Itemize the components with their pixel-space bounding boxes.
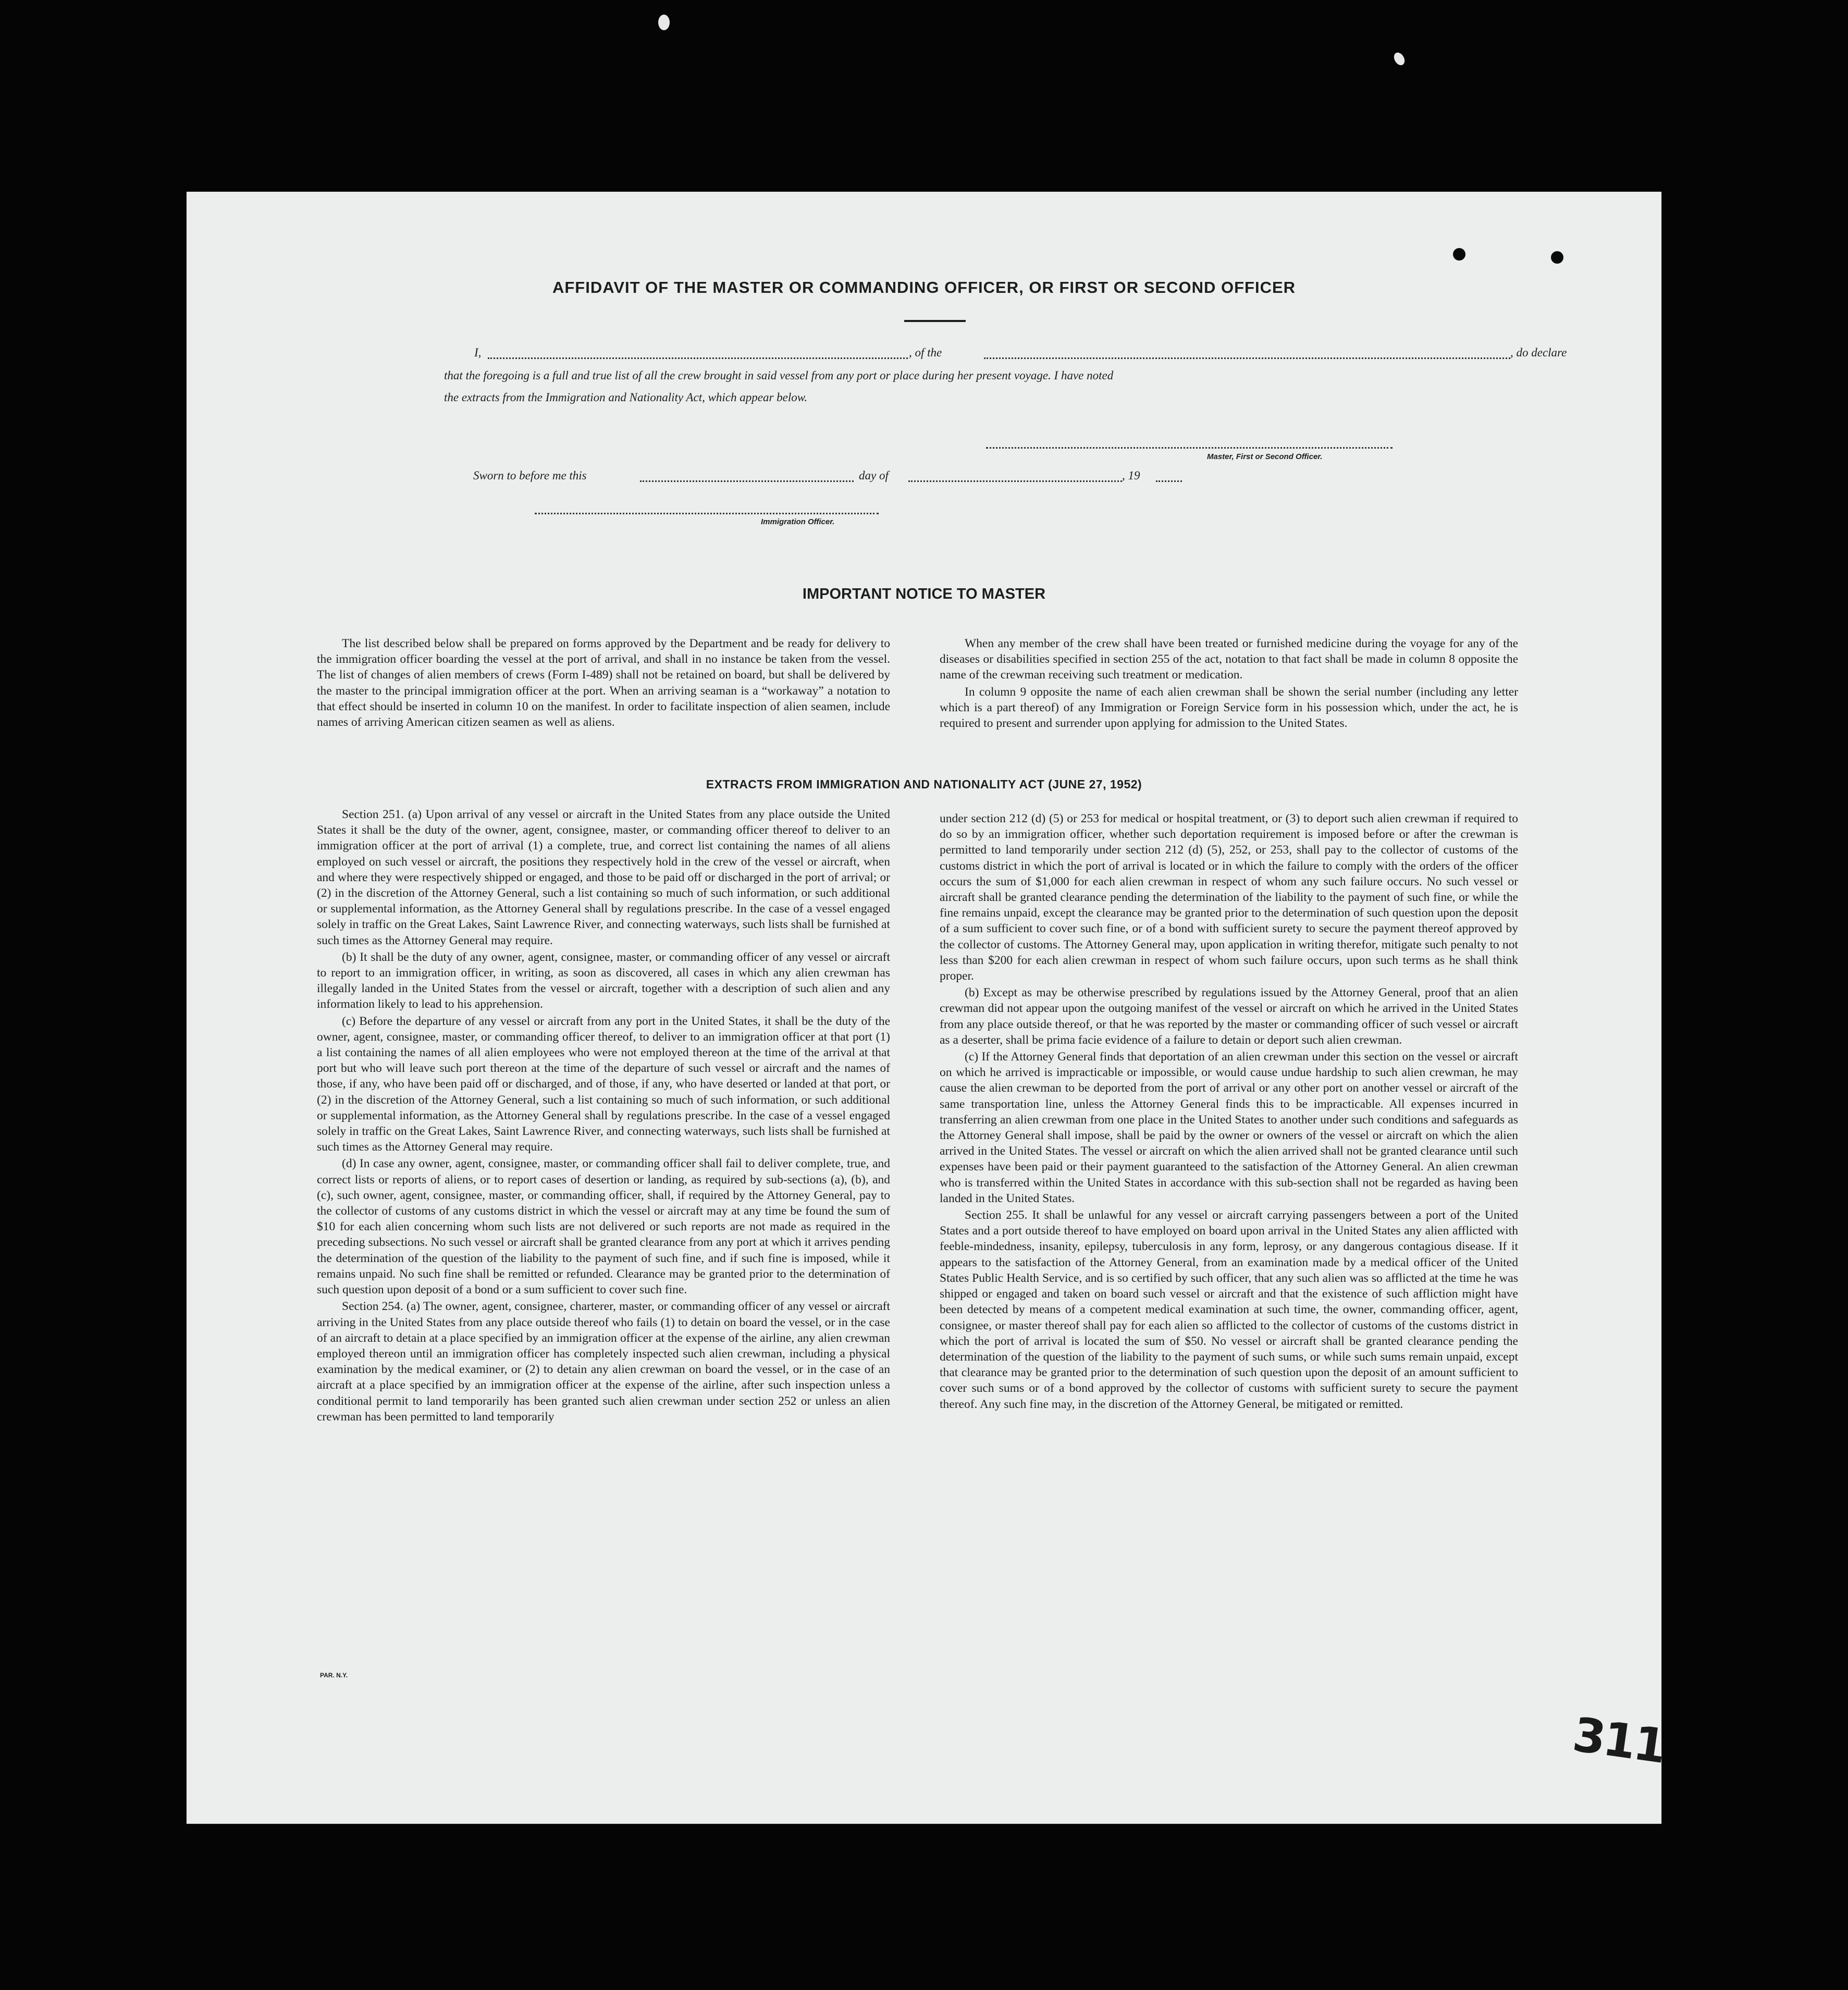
notice-right-paragraph-1: When any member of the crew shall have been treated or furnished medicine during the voyage for any of the diseases or disabilities specified in section 255 of the act, notation to that fact shall be made in column 8 opposite the name of the crewman receiving such treatment or medication. xyxy=(940,637,1518,682)
document-page xyxy=(187,192,1668,1824)
master-label: Master, First or Second Officer. xyxy=(1207,452,1323,461)
title-rule xyxy=(904,320,966,322)
sworn-year: , 19 xyxy=(1122,469,1140,482)
section-251-a: Section 251. (a) Upon arrival of any vessel or aircraft in the United States from any place outside the United States it shall be the duty of the owner, agent, consignee, master, or commanding officer thereof to deliver to an immigration officer at the port of arrival (1) a complete, true, and correct list containing the names of all aliens employed on such vessel or aircraft, the positions they respectively hold in the crew of the vessel or aircraft, when and where they were respectively shipped or engaged, and those to be paid off or discharged in the port of arrival; or (2) in the discretion of the Attorney General, such a list containing so much of such information, or such additional or supplemental information, as the Attorney General shall by regulations prescribe. In the case of a vessel engaged solely in traffic on the Great Lakes, Saint Lawrence River, and connecting waterways, such lists shall be furnished at such times as the Attorney General may require. xyxy=(317,808,890,947)
sworn-year-blank[interactable] xyxy=(1156,480,1182,482)
affidavit-do-declare: , do declare xyxy=(1510,346,1567,359)
vessel-blank[interactable] xyxy=(984,357,1510,359)
section-251-d: (d) In case any owner, agent, consignee, master, or commanding officer shall fail to deliver complete, true, and correct lists or reports of aliens, or to report cases of desertion or landing, as required by sub-sections (a), (b), and (c), such owner, agent, consignee, master, or commanding officer, shall, if required by the Attorney General, pay to the collector of customs of any customs district in which the vessel or aircraft may at any time be found the sum of $10 for each alien concerning whom such lists are not delivered or such reports are not made as required in the preceding subsections. No such vessel or aircraft shall be granted clearance from any port at which it arrives pending the determination of the question of the liability to the payment of such fine, and if such fine is imposed, while it remains unpaid. No such fine shall be remitted or refunded. Clearance may be granted prior to the determination of such question upon deposit of a bond or a sum sufficient to cover such fine. xyxy=(317,1157,890,1297)
section-255: Section 255. It shall be unlawful for any vessel or aircraft carrying passengers between a port of the United States and a port outside thereof to have employed on board upon arrival in the United States any alien afflicted with feeble-mindedness, insanity, epilepsy, tuberculosis in any form, leprosy, or any dangerous contagious disease. If it appears to the satisfaction of the Attorney General, from an examination made by a medical officer of the United States Public Health Service, and is so certified by such officer, that any such alien was so afflicted at the time he was shipped or engaged and taken on board such vessel or aircraft and that the existence of such affliction might have been detected by means of a competent medical examination at such time, the owner, commanding officer, agent, consignee, or master thereof shall pay for each alien so afflicted to the collector of customs of the customs district in which the port of arrival is located the sum of $50. No vessel or aircraft shall be granted clearance pending the determination of the question of the liability to the payment of such sums, or while such sums remain unpaid, except that clearance may be granted prior to the determination of such question upon the deposit of an amount sufficient to cover such sums or of a bond approved by the collector of customs with sufficient surety to secure the payment thereof. Any such fine may, in the discretion of the Attorney General, be mitigated or remitted. xyxy=(940,1208,1518,1411)
notice-title: IMPORTANT NOTICE TO MASTER xyxy=(802,586,1046,602)
notice-left-paragraph: The list described below shall be prepared on forms approved by the Department and be ready for delivery to the immigration officer boarding the vessel at the port of arrival, and shall in no instance be taken from the vessel. The list of changes of alien members of crews (Form I-489) shall not be retained on board, but shall be delivered by the master to the principal immigration officer at the port. When an arriving seaman is a “workaway” a notation to that effect should be inserted in column 10 on the manifest. In order to facilitate inspection of alien seamen, include names of arriving American citizen seamen as well as aliens. xyxy=(317,637,890,730)
extracts-right-column xyxy=(940,811,1518,1413)
section-254-b: (b) Except as may be otherwise prescribed by regulations issued by the Attorney General, proof that an alien crewman did not appear upon the outgoing manifest of the vessel or aircraft on which he arrived in the United States from any place outside thereof, or that he was reported by the master or commanding officer of such vessel or aircraft as a deserter, shall be prima facie evidence of a failure to detain or deport such alien crewman. xyxy=(940,986,1518,1047)
film-speck xyxy=(1392,51,1407,67)
sworn-text: Sworn to before me this xyxy=(473,469,587,482)
sworn-day-blank[interactable] xyxy=(640,480,854,482)
punch-hole xyxy=(1551,251,1563,264)
master-signature-blank[interactable] xyxy=(986,447,1393,449)
section-254-c: (c) If the Attorney General finds that deportation of an alien crewman under this section on the vessel or aircraft on which he arrived is impracticable or impossible, or would cause undue hardship to such alien crewman, he may cause the alien crewman to be deported from the port of arrival or any other port on another vessel or aircraft of the same transportation line, unless the Attorney General finds this to be impracticable. All expenses incurred in transferring an alien crewman from one place in the United States to another under such conditions and safeguards as the Attorney General shall impose, shall be paid by the owner or owners of the vessel or aircraft on which the alien arrived in the United States. The vessel or aircraft on which the alien arrived shall not be granted clearance until such expenses have been paid or their payment guaranteed to the satisfaction of the Attorney General. An alien crewman who is transferred within the United States in accordance with this sub-section shall not be regarded as having been landed in the United States. xyxy=(940,1050,1518,1205)
section-254-a: Section 254. (a) The owner, agent, consignee, charterer, master, or commanding officer of any vessel or aircraft arriving in the United States from any place outside thereof who fails (1) to detain on board the vessel, or in the case of an aircraft to detain at a place specified by an immigration officer at the expense of the airline, any alien crewman employed thereon until an immigration officer has completely inspected such alien crewman, including a physical examination by the medical examiner, or (2) to detain any alien crewman on board the vessel, or in the case of an aircraft at a place specified by an immigration officer at the expense of the airline, after such inspection unless a conditional permit to land temporarily has been granted such alien crewman under section 252 or unless an alien crewman has been permitted to land temporarily xyxy=(317,1300,890,1424)
extracts-left-column xyxy=(317,807,890,1426)
section-251-c: (c) Before the departure of any vessel or aircraft from any port in the United States, it shall be the duty of the owner, agent, consignee, master, or commanding officer thereof, to deliver to an immigration officer at that port (1) a list containing the names of all alien employees who were not employed thereon at the time of the arrival at that port but who will leave such port thereon at the time of the departure of such vessel or aircraft and the names of those, if any, who have been paid off or discharged, and of those, if any, who have deserted or landed at that port, or (2) in the discretion of the Attorney General, such a list containing so much of such information, or such additional or supplemental information, as the Attorney General shall by regulations prescribe. In the case of a vessel engaged solely in traffic on the Great Lakes, Saint Lawrence River, and connecting waterways, such lists shall be furnished at such times as the Attorney General may require. xyxy=(317,1014,890,1154)
name-blank[interactable] xyxy=(488,357,908,359)
affidavit-line-3: the extracts from the Immigration and Nationality Act, which appear below. xyxy=(444,391,808,404)
officer-signature-blank[interactable] xyxy=(535,513,879,514)
affidavit-of-the: , of the xyxy=(909,346,942,359)
affidavit-i: I, xyxy=(474,346,482,359)
affidavit-line-2: that the foregoing is a full and true list of all the crew brought in said vessel from any port or place during her present voyage. I have noted xyxy=(444,369,1114,382)
film-speck xyxy=(658,15,670,30)
sworn-month-blank[interactable] xyxy=(908,480,1122,482)
printer-mark: PAR. N.Y. xyxy=(320,1672,348,1679)
section-251-b: (b) It shall be the duty of any owner, agent, consignee, master, or commanding officer of any vessel or aircraft to report to an immigration officer, in writing, as soon as discovered, all cases in which any alien crewman has illegally landed in the United States from the vessel or aircraft, together with a description of such alien and any information likely to lead to his apprehension. xyxy=(317,950,890,1011)
handwritten-page-number: 311 xyxy=(1569,1707,1668,1774)
notice-right-paragraph-2: In column 9 opposite the name of each alien crewman shall be shown the serial number (including any letter which is a part thereof) of any Immigration or Foreign Service form in his possession which, under the act, he is required to present and surrender upon applying for admission to the United States. xyxy=(940,685,1518,731)
section-254-a-continued: under section 212 (d) (5) or 253 for medical or hospital treatment, or (3) to deport such alien crewman if required to do so by an immigration officer, whether such deportation requirement is imposed before or after the crewman is permitted to land temporarily under section 212 (d) (5), 252, or 253, shall pay to the collector of customs of the customs district in which the port of arrival is located or in which the failure to comply with the orders of the officer occurs the sum of $1,000 for each alien crewman in respect of whom any such failure occurs. No such vessel or aircraft shall be granted clearance pending the determination of the liability to the payment of such fine, or while the fine remains unpaid, except the clearance may be granted prior to the determination of such question upon the deposit of a sum sufficient to cover such fine, or of a bond with sufficient surety to secure the payment thereof approved by the collector of customs. The Attorney General may, upon application in writing therefor, mitigate such penalty to not less than $200 for each alien crewman in respect of whom such failure occurs, upon such terms as he shall think proper. xyxy=(940,812,1518,983)
notice-left xyxy=(317,636,890,731)
affidavit-title: AFFIDAVIT OF THE MASTER OR COMMANDING OFFICER, OR FIRST OR SECOND OFFICER xyxy=(552,278,1296,296)
notice-right xyxy=(940,636,1518,732)
sworn-day-of: day of xyxy=(859,469,889,482)
officer-label: Immigration Officer. xyxy=(761,517,835,526)
extracts-title: EXTRACTS FROM IMMIGRATION AND NATIONALITY ACT (JUNE 27, 1952) xyxy=(706,777,1142,791)
punch-hole xyxy=(1453,248,1465,261)
